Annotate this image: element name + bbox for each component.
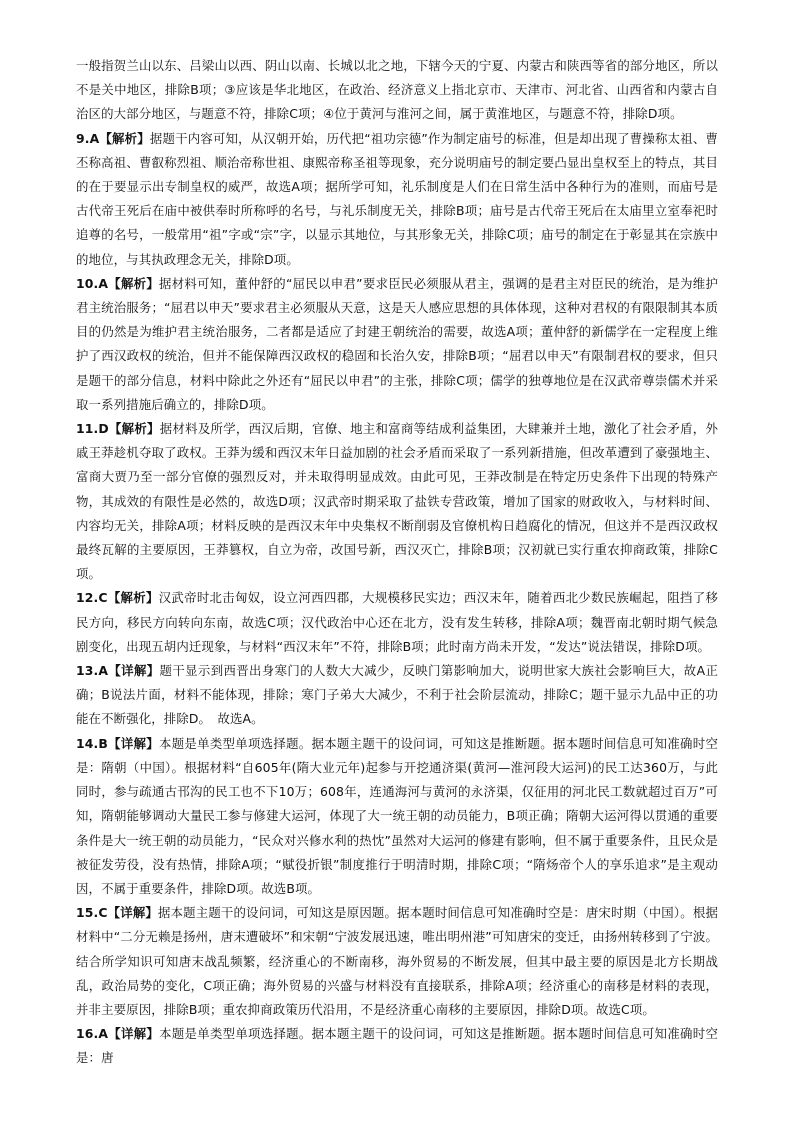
answer-9 bbox=[76, 127, 718, 272]
paragraph-text: 据材料及所学，西汉后期，官僚、地主和富商等结成利益集团，大肆兼并土地，激化了社会矛盾，外戚王莽趁机夺取了政权。王莽为缓和西汉末年日益加剧的社会矛盾而采取了一系列新措施，但改革遭到了豪强地主、富商大贾乃至一部分官僚的强烈反对，并未取得明显成效。由此可见，王莽改制是在特定历史条件下出现的特殊产物，其成效的有限性是必然的，故选D项；汉武帝时期采取了盐铁专营政策，增加了国家的财政收入，与材料时间、内容均无关，排除A项；材料反映的是西汉末年中央集权不断削弱及官僚机构日趋腐化的情况，但这并不是西汉政权最终瓦解的主要原因，王莽篡权，自立为帝，改国号新，西汉灭亡，排除B项；汉初就已实行重农抑商政策，排除C项。 bbox=[76, 421, 718, 582]
paragraph-text: 汉武帝时北击匈奴，设立河西四郡，大规模移民实边；西汉末年，随着西北少数民族崛起，阻挡了移民方向，移民方向转向东南，故选C项；汉代政治中心还在北方，没有发生转移，排除A项；魏晋南北朝时期气候急剧变化，出现五胡内迁现象，与材料“西汉末年”不符，排除B项；此时南方尚未开发，“发达”说法错误，排除D项。 bbox=[76, 590, 718, 654]
answer-12 bbox=[76, 586, 718, 659]
answer-label: 12.C【解析】 bbox=[76, 590, 159, 606]
paragraph-text: 据材料可知，董仲舒的“屈民以申君”要求臣民必须服从君主，强调的是君主对臣民的统治，是为维护君主统治服务；“屈君以申天”要求君主必须服从天意，这是天人感应思想的具体体现，这种对君权的有限限制其本质目的仍然是为维护君主统治服务，二者都是适应了封建王朝统治的需要，故选A项；董仲舒的新儒学在一定程度上维护了西汉政权的统治，但并不能保障西汉政权的稳固和长治久安，排除B项；“屈君以申天”有限制君权的要求，但只是题干的部分信息，材料中除此之外还有“屈民以申君”的主张，排除C项；儒学的独尊地位是在汉武帝尊崇儒术并采取一系列措施后确立的，排除D项。 bbox=[76, 275, 718, 412]
answer-explanations-page bbox=[76, 54, 718, 1071]
paragraph-text: 一般指贺兰山以东、吕梁山以西、阴山以南、长城以北之地，下辖今天的宁夏、内蒙古和陕西等省的部分地区，所以不是关中地区，排除B项；③应该是华北地区，在政治、经济意义上指北京市、天津市、河北省、山西省和内蒙古自治区的大部分地区，与题意不符，排除C项；④位于黄河与淮河之间，属于黄淮地区，与题意不符，排除D项。 bbox=[76, 58, 718, 122]
answer-label: 14.B【详解】 bbox=[76, 735, 159, 751]
paragraph-text: 据题干内容可知，从汉朝开始，历代把“祖功宗德”作为制定庙号的标准，但是却出现了曹操称太祖、曹丕称高祖、曹叡称烈祖、顺治帝称世祖、康熙帝称圣祖等现象，充分说明庙号的制定要凸显出皇权至上的特点，其目的在于要显示出专制皇权的威严，故选A项；据所学可知，礼乐制度是人们在日常生活中各种行为的准则，而庙号是古代帝王死后在庙中被供奉时所称呼的名号，与礼乐制度无关，排除B项；庙号是古代帝王死后在太庙里立室奉祀时追尊的名号，一般常用“祖”字或“宗”字，以显示其地位，与其形象无关，排除C项；庙号的制定在于彰显其在宗族中的地位，与其执政理念无关，排除D项。 bbox=[76, 130, 718, 267]
paragraph-text: 题干显示到西晋出身寒门的人数大大减少，反映门第影响加大，说明世家大族社会影响巨大，故A正确；B说法片面，材料不能体现，排除；寒门子弟大大减少，不利于社会阶层流动，排除C；题干显示九品中正的功能在不断强化，排除D。 故选A。 bbox=[76, 663, 719, 727]
paragraph-text: 据本题主题干的设问词，可知这是原因题。据本题时间信息可知准确时空是：唐宋时期（中国）。根据材料中“二分无赖是扬州，唐末遭破坏”和宋朝“宁波发展迅速，唯出明州港”可知唐宋的变迁，由扬州转移到了宁波。结合所学知识可知唐末战乱频繁，经济重心的不断南移，海外贸易的不断发展，但其中最主要的原因是北方长期战乱，政治局势的变化，C项正确；海外贸易的兴盛与材料没有直接联系，排除A项；经济重心的南移是材料的表现，并非主要原因，排除B项；重农抑商政策历代沿用，不是经济重心南移的主要原因，排除D项。故选C项。 bbox=[76, 905, 718, 1017]
paragraph-text: 本题是单类型单项选择题。据本题主题干的设问词，可知这是推断题。据本题时间信息可知准确时空是：唐 bbox=[76, 1026, 718, 1066]
answer-label: 13.A【详解】 bbox=[76, 663, 160, 679]
answer-14 bbox=[76, 732, 718, 901]
answer-label: 16.A【详解】 bbox=[76, 1026, 160, 1042]
answer-15 bbox=[76, 901, 718, 1022]
paragraph-continuation bbox=[76, 54, 718, 127]
answer-label: 11.D【解析】 bbox=[76, 421, 160, 437]
answer-label: 15.C【详解】 bbox=[76, 905, 159, 921]
answer-11 bbox=[76, 417, 718, 586]
answer-13 bbox=[76, 659, 718, 732]
answer-16 bbox=[76, 1022, 718, 1070]
answer-label: 9.A【解析】 bbox=[76, 130, 150, 146]
answer-label: 10.A【解析】 bbox=[76, 275, 160, 291]
paragraph-text: 本题是单类型单项选择题。据本题主题干的设问词，可知这是推断题。据本题时间信息可知准确时空是：隋朝（中国）。根据材料“自605年(隋大业元年)起参与开挖通济渠(黄河—淮河段大运河)的民工达360万，与此同时，参与疏通古邗沟的民工也不下10万；608年，连通海河与黄河的永济渠，仅征用的河北民工数就超过百万”可知，隋朝能够调动大量民工参与修建大运河，体现了大一统王朝的动员能力，B项正确；隋朝大运河得以贯通的重要条件是大一统王朝的动员能力，“民众对兴修水利的热忱”虽然对大运河的修建有影响，但不属于重要条件，且民众是被征发劳役，没有热情，排除A项；“赋役折银”制度推行于明清时期，排除C项；“隋炀帝个人的享乐追求”是主观动因，不属于重要条件，排除D项。故选B项。 bbox=[76, 735, 718, 896]
answer-10 bbox=[76, 272, 718, 417]
